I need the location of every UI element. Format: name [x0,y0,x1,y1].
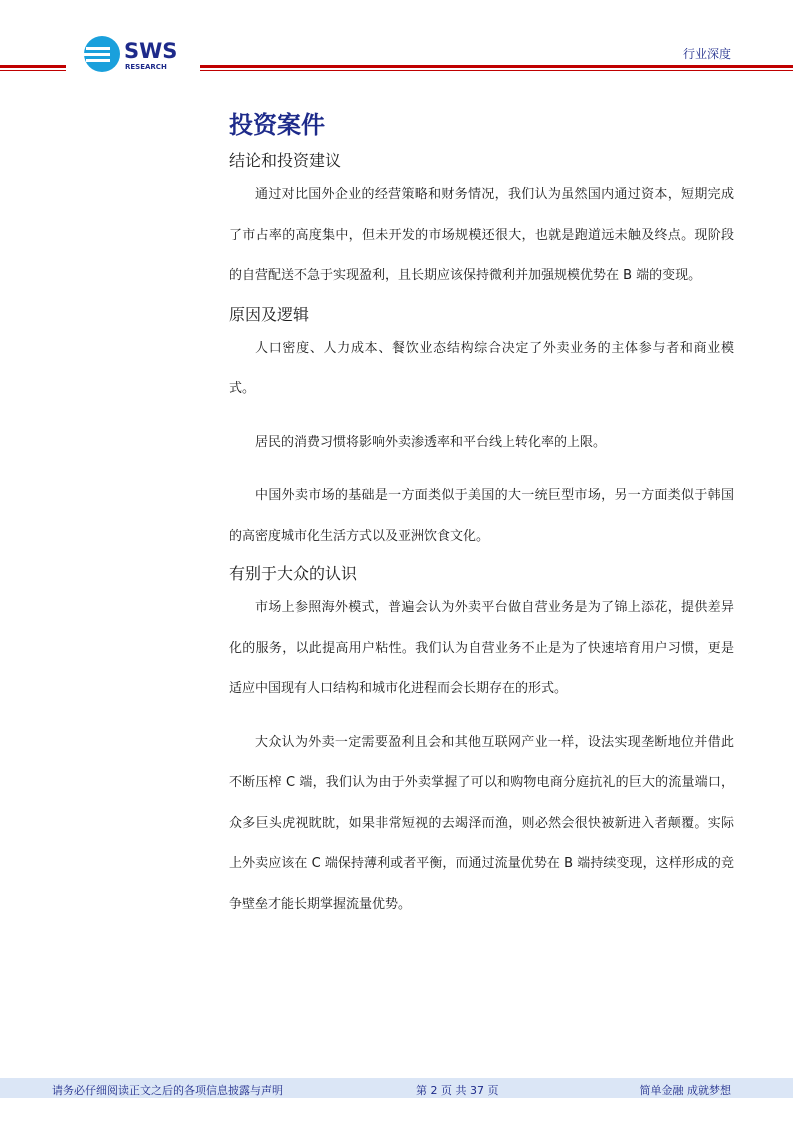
section-title: 投资案件 [229,111,325,139]
header-rule-left-thin [0,70,66,71]
paragraph-reason-3: 中国外卖市场的基础是一方面类似于美国的大一统巨型市场，另一方面类似于韩国的高密度城市化生活方式以及亚洲饮食文化。 [229,488,734,544]
paragraph-reason-1: 人口密度、人力成本、餐饮业态结构综合决定了外卖业务的主体参与者和商业模式。 [229,340,734,396]
main-content [229,108,734,925]
paragraph-reason-2: 居民的消费习惯将影响外卖渗透率和平台线上转化率的上限。 [255,434,607,450]
footer-disclaimer: 请务必仔细阅读正文之后的各项信息披露与声明 [52,1084,283,1097]
logo-text: SWS [124,39,178,63]
logo-subtext: RESEARCH [125,63,167,71]
header-rule-right [200,65,793,68]
paragraph-view-1: 市场上参照海外模式，普遍会认为外卖平台做自营业务是为了锦上添花，提供差异化的服务，以此提高用户粘性。我们认为自营业务不止是为了快速培育用户习惯，更是适应中国现有人口结构和城市化进程而会长期存在的形式。 [229,600,734,696]
footer-slogan: 简单金融 成就梦想 [639,1084,731,1097]
subheading-differentiated-view: 有别于大众的认识 [229,564,358,583]
report-type-label: 行业深度 [682,47,731,61]
header-rule-right-thin [200,70,793,71]
footer-page-info: 第 2 页 共 37 页 [416,1084,499,1097]
header-rule-left [0,65,66,68]
paragraph-view-2: 大众认为外卖一定需要盈利且会和其他互联网产业一样，设法实现垄断地位并借此不断压榨 C 端，我们认为由于外卖掌握了可以和购物电商分庭抗礼的巨大的流量端口，众多巨头虎视眈眈，如果非常短视的去竭泽而渔，则必然会很快被新进入者颠覆。实际上外卖应该在 C 端保持薄利或者平衡，而通过流量优势在 B 端持续变现，这样形成的竞争壁垒才能长期掌握流量优势。 [229,734,734,912]
subheading-reasons: 原因及逻辑 [229,304,310,324]
paragraph-conclusion: 通过对比国外企业的经营策略和财务情况，我们认为虽然国内通过资本，短期完成了市占率的高度集中，但未开发的市场规模还很大，也就是跑道远未触及终点。现阶段的自营配送不急于实现盈利，且长期应该保持微利并加强规模优势在 B 端的变现。 [229,187,734,283]
company-logo [82,34,192,74]
subheading-conclusion: 结论和投资建议 [229,151,342,170]
